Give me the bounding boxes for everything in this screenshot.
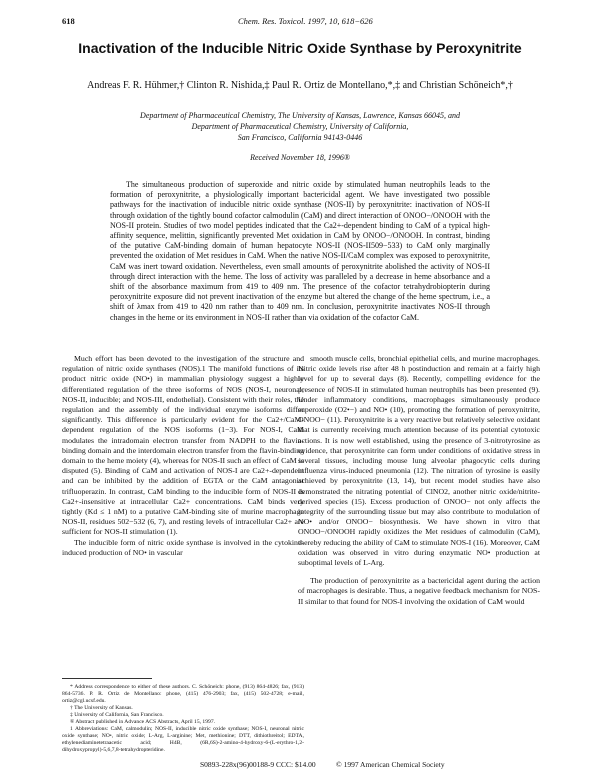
footnotes bbox=[62, 684, 304, 754]
body-column-right bbox=[298, 354, 540, 607]
received-date: Received November 18, 1996® bbox=[250, 153, 350, 162]
affiliation-line: Department of Pharmaceutical Chemistry, University of California, bbox=[191, 122, 409, 131]
abstract: The simultaneous production of superoxide and nitric oxide by stimulated human neutrophils leads to the formation of peroxynitrite, a physiologically important bactericidal agent. We have investigated two possible pathways for the inactivation of inducible nitric oxide synthase (NOS-II) by peroxynitrite: inactivation of NOS-II through oxidation of the tightly bound cofactor calmodulin (CaM) and direct interaction of ONOO−/ONOOH with the NOS-II protein. Studies of two model peptides indicated that the Ca2+-dependent binding to CaM of a typical high-affinity sequence, melittin, significantly prevented Met oxidation in CaM by ONOO−/ONOOH. In contrast, binding of the putative CaM-binding domain of human hepatocyte NOS-II (NOS-II509−533) to CaM only marginally prevented the oxidation of Met residues in CaM. When the native NOS-II/CaM complex was exposed to peroxynitrite, CaM was inert toward oxidation. Nevertheless, even small amounts of peroxynitrite abolished the activity of NOS-II through direct interaction with the heme. The loss of activity was paralleled by a decrease in heme absorbance and a shift of the absorbance maximum from 419 to 409 nm. The presence of the cofactor tetrahydrobiopterin during peroxynitrite exposure did not prevent inactivation of the enzyme but altered the change of the heme spectrum, i.e., a shift of λmax from 419 to 420 nm rather than to 409 nm. In conclusion, peroxynitrite inactivates NOS-II through changes in the heme or its environment in NOS-II rather than via oxidation of the cofactor CaM. bbox=[110, 180, 490, 322]
paragraph: smooth muscle cells, bronchial epithelial cells, and murine macrophages. Nitric oxide levels rise after 48 h postinduction and remain at a fairly high level for up to several days (8). Recently, compelling evidence for the presence of NOS-II in stimulated human neutrophils has been presented (9). Under inflammatory conditions, macrophages simultaneously produce superoxide (O2•−) and NO• (10), promoting the formation of peroxynitrite, ONOO− (11). Peroxynitrite is a very reactive but relatively selective oxidant that is currently receiving much attention because of its potential cytotoxic actions. It is now well established, using the presence of 3-nitrotyrosine as evidence, that peroxynitrite can form under conditions of oxidative stress in several tissues, including mouse lung alveolar phagocytic cells during influenza virus-induced pneumonia (12). The nitration of tyrosine is easily achieved by peroxynitrite (13, 14), but recent model studies have also demonstrated the nitrating potential of ClNO2, another nitric oxide/nitrite-derived species (15). Excess production of ONOO− not only affects the integrity of the surrounding tissue but may also contribute to modulation of NO• and/or ONOO− biosynthesis. We have shown in vitro that ONOO−/ONOOH rapidly oxidizes the Met residues of calmodulin (CaM), thereby reducing the ability of CaM to stimulate NOS-I (16). Moreover, CaM oxidation was observed in vitro during enzymatic NO• production at suboptimal levels of L-Arg. bbox=[298, 354, 540, 568]
footnote: ® Abstract published in Advance ACS Abstracts, April 15, 1997. bbox=[70, 719, 216, 725]
affiliation-line: Department of Pharmaceutical Chemistry, The University of Kansas, Lawrence, Kansas 66045, and bbox=[140, 111, 460, 120]
paragraph: Much effort has been devoted to the investigation of the structure and regulation of nitric oxide synthases (NOS).1 The manifold functions of its product nitric oxide (NO•) in mammalian physiology suggest a highly differentiated regulation of the three isoforms of NOS (NOS-I, neuronal; NOS-II, inducible; and NOS-III, endothelial). Consistent with their roles, the regulation and the assembly of the individual enzyme isoforms differ significantly. This difference is particularly evident for the Ca2+/CaM-dependent regulation of the NOS isoforms (1−3). For NOS-I, CaM modulates the intradomain electron transfer from NADPH to the flavin-binding domain and the interdomain electron transfer from the flavin-binding domain to the heme moiety (4), whereas for NOS-II such an effect of CaM is disputed (5). Binding of CaM and activation of NOS-I are Ca2+-dependent and can be inhibited by the addition of EGTA or the CaM antagonist trifluoperazin. In contrast, CaM binding to the inducible form of NOS-II is Ca2+-insensitive at intracellular Ca2+ concentrations. CaM binds very tightly (Kd ≤ 1 nM) to a putative CaM-binding site of murine macrophage NOS-II, residues 502−532 (6, 7), and resting levels of intracellular Ca2+ are sufficient for NOS-II stimulation (1). bbox=[62, 354, 304, 537]
footnote: † The University of Kansas. bbox=[70, 705, 133, 711]
author-list: Andreas F. R. Hühmer,† Clinton R. Nishida,‡ Paul R. Ortiz de Montellano,*,‡ and Christian Schöneich*,† bbox=[87, 80, 513, 91]
body-column-left bbox=[62, 354, 304, 558]
footer-code: S0893-228x(96)00188-9 CCC: $14.00 bbox=[200, 760, 316, 769]
journal-citation: Chem. Res. Toxicol. 1997, 10, 618−626 bbox=[238, 16, 373, 26]
footnote-divider bbox=[62, 678, 152, 679]
footer-copyright: © 1997 American Chemical Society bbox=[336, 760, 445, 769]
footnote: ‡ University of California, San Francisco. bbox=[70, 712, 164, 718]
article-title: Inactivation of the Inducible Nitric Oxide Synthase by Peroxynitrite bbox=[78, 40, 522, 56]
footnote: * Address correspondence to either of these authors. C. Schöneich: phone, (913) 864-4826; fax, (913) 864-5736. P. R. Ortiz de Montellano: phone, (415) 476-2903; fax, (415) 502-4728; e-mail, ortiz@cgl.ucsf.edu. bbox=[62, 684, 304, 704]
paragraph: The production of peroxynitrite as a bactericidal agent during the action of macrophages is desirable. Thus, a negative feedback mechanism for NOS-II similar to that found for NOS-I involving the oxidation of CaM would bbox=[298, 576, 540, 606]
affiliations bbox=[60, 110, 540, 143]
page-number: 618 bbox=[62, 16, 75, 26]
paragraph: The inducible form of nitric oxide synthase is involved in the cytokine-induced production of NO• in vascular bbox=[62, 537, 304, 557]
footnote: 1 Abbreviations: CaM, calmodulin; NOS-II, inducible nitric oxide synthase; NOS-I, neuronal nitric oxide synthase; NO•, nitric oxide; L-Arg, L-arginine; Met, methionine; DTT, dithiothreitol; EDTA, ethylenediaminetetraacetic acid; H4B, (6R,6S)-2-amino-4-hydroxy-6-(L-erythro-1,2-dihydroxypropyl)-5,6,7,8-tetrahydropteridine. bbox=[62, 726, 304, 753]
affiliation-line: San Francisco, California 94143-0446 bbox=[237, 133, 363, 142]
